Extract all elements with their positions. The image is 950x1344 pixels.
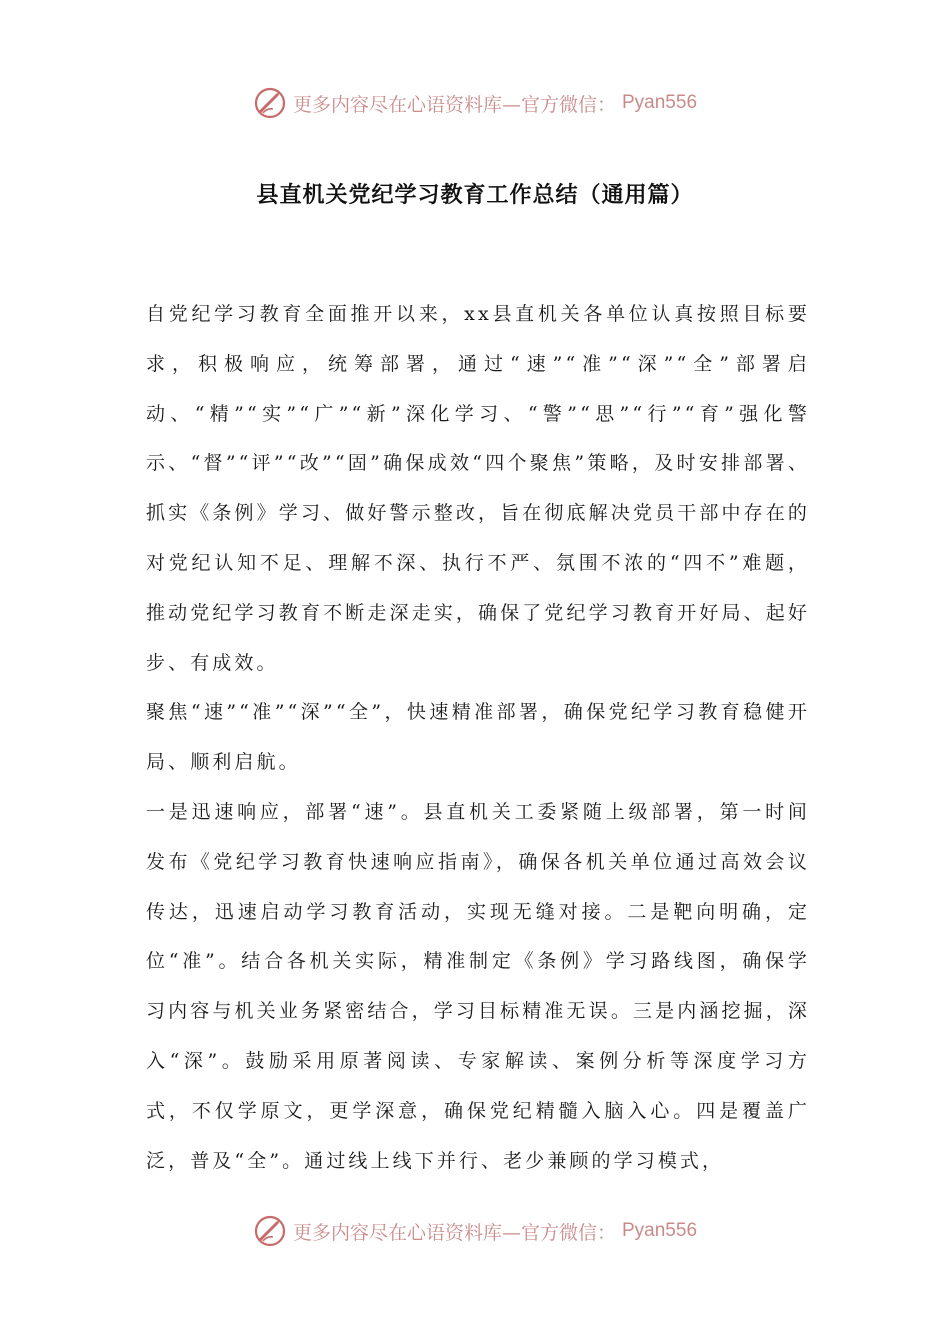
watermark-header — [0, 86, 950, 120]
document-title: 县直机关党纪学习教育工作总结（通用篇） — [256, 183, 694, 208]
document-body — [146, 290, 810, 1186]
watermark-handle: Pyan556 — [622, 92, 698, 113]
pen-logo-icon — [253, 1214, 287, 1248]
watermark-text: 更多内容尽在心语资料库—官方微信： — [292, 93, 616, 116]
watermark-text: 更多内容尽在心语资料库—官方微信： — [292, 1221, 616, 1244]
paragraph-section-heading: 聚焦“速”“准”“深”“全”，快速精准部署，确保党纪学习教育稳健开局、顺利启航。 — [146, 701, 810, 774]
watermark-handle: Pyan556 — [622, 1220, 698, 1241]
pen-logo-icon — [253, 86, 287, 120]
watermark-footer — [0, 1214, 950, 1248]
paragraph-intro: 自党纪学习教育全面推开以来，xx县直机关各单位认真按照目标要求，积极响应，统筹部署，通过“速”“准”“深”“全”部署启动、“精”“实”“广”“新”深化学习、“警”“思”“行”“育”强化警示、“督”“评”“改”“固”确保成效“四个聚焦”策略，及时安排部署、抓实《条例》学习、做好警示整改，旨在彻底解决党员干部中存在的对党纪认知不足、理解不深、执行不严、氛围不浓的“四不”难题，推动党纪学习教育不断走深走实，确保了党纪学习教育开好局、起好步、有成效。 — [146, 303, 810, 674]
paragraph-details: 一是迅速响应，部署“速”。县直机关工委紧随上级部署，第一时间发布《党纪学习教育快速响应指南》，确保各机关单位通过高效会议传达，迅速启动学习教育活动，实现无缝对接。二是靶向明确，定位“准”。结合各机关实际，精准制定《条例》学习路线图，确保学习内容与机关业务紧密结合，学习目标精准无误。三是内涵挖掘，深入“深”。鼓励采用原著阅读、专家解读、案例分析等深度学习方式，不仅学原文，更学深意，确保党纪精髓入脑入心。四是覆盖广泛，普及“全”。通过线上线下并行、老少兼顾的学习模式， — [146, 800, 810, 1172]
